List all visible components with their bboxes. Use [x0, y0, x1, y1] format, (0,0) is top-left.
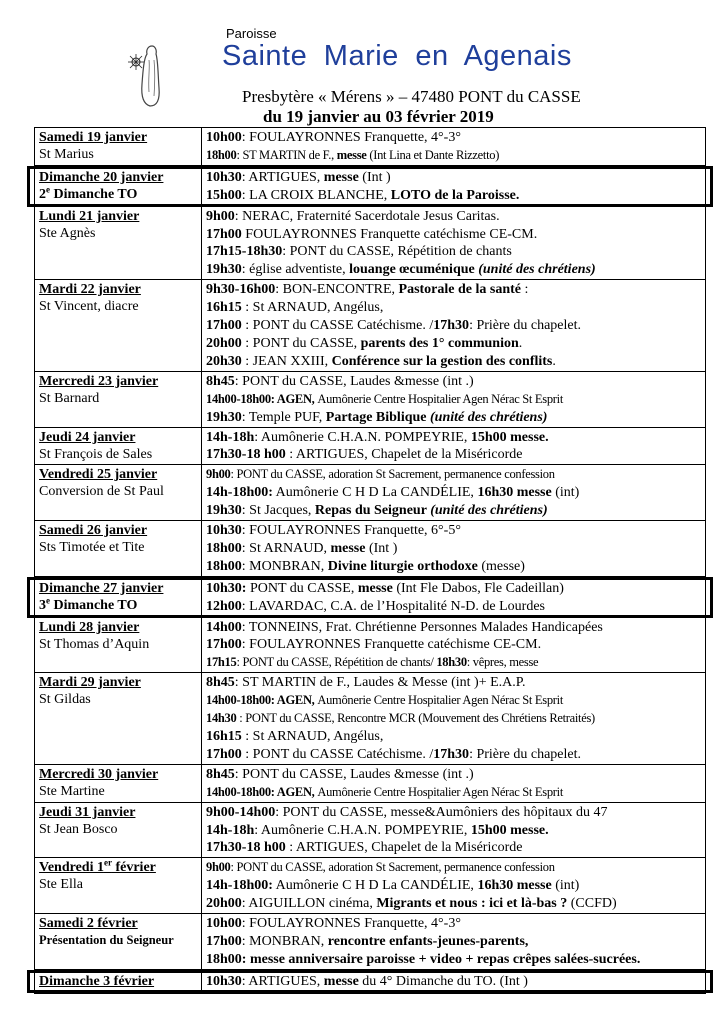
- saint-name: St Jean Bosco: [39, 821, 118, 837]
- saint-name: St Thomas d’Aquin: [39, 636, 150, 652]
- day-cell: [35, 858, 202, 913]
- day-name: Dimanche 20 janvier: [39, 169, 164, 185]
- event-line: 9h30-16h00: BON-ENCONTRE, Pastorale de la santé :: [206, 282, 529, 298]
- event-line: 17h15-18h30: PONT du CASSE, Répétition de chants: [206, 244, 512, 260]
- event-line: 10h30: PONT du CASSE, messe (Int Fle Dabos, Fle Cadeillan): [206, 580, 564, 596]
- event-line: 16h15 : St ARNAUD, Angélus,: [206, 729, 384, 744]
- event-line: 10h30: ARTIGUES, messe (Int ): [206, 169, 391, 185]
- day-cell: [35, 765, 202, 802]
- saint-name: St Vincent, diacre: [39, 299, 139, 315]
- event-line: 12h00: LAVARDAC, C.A. de l’Hospitalité N-D. de Lourdes: [206, 598, 545, 614]
- event-line: 19h30: St Jacques, Repas du Seigneur (unité des chrétiens): [206, 503, 548, 519]
- event-line: 14h30 : PONT du CASSE, Rencontre MCR (Mouvement des Chrétiens Retraités): [206, 711, 595, 726]
- day-cell: [35, 128, 202, 165]
- event-line: 14h-18h: Aumônerie C.H.A.N. POMPEYRIE, 15h00 messe.: [206, 822, 549, 838]
- event-line: 16h15 : St ARNAUD, Angélus,: [206, 300, 384, 316]
- parish-label: Paroisse: [226, 26, 277, 41]
- schedule-row: [35, 128, 705, 166]
- day-cell: [35, 914, 202, 969]
- day-cell: [35, 207, 202, 280]
- event-line: 18h00: St ARNAUD, messe (Int ): [206, 540, 398, 556]
- schedule-row: [35, 465, 705, 521]
- events-cell: [202, 465, 705, 520]
- address: Presbytère « Mérens » – 47480 PONT du CASSE: [242, 87, 581, 106]
- saint-name: Conversion de St Paul: [39, 484, 164, 500]
- virgin-mary-statue-icon: [128, 40, 170, 110]
- day-cell: [35, 618, 202, 673]
- day-name: Jeudi 31 janvier: [39, 804, 136, 820]
- event-line: 20h30 : JEAN XXIII, Conférence sur la gestion des conflits.: [206, 353, 556, 369]
- schedule-row: [29, 579, 711, 616]
- event-line: 8h45: PONT du CASSE, Laudes &messe (int .): [206, 766, 474, 782]
- events-cell: [202, 428, 705, 465]
- event-line: 20h00 : PONT du CASSE, parents des 1° communion.: [206, 335, 523, 351]
- day-name: Mercredi 23 janvier: [39, 373, 159, 389]
- day-cell: [35, 428, 202, 465]
- event-line: 10h00: FOULAYRONNES Franquette, 4°-3°: [206, 130, 461, 145]
- event-line: 14h00-18h00: AGEN, Aumônerie Centre Hospitalier Agen Nérac St Esprit: [206, 693, 563, 708]
- event-line: 10h30: FOULAYRONNES Franquette, 6°-5°: [206, 523, 461, 539]
- events-cell: [202, 673, 705, 764]
- events-cell: [202, 280, 705, 371]
- day-cell: [35, 579, 202, 616]
- event-line: 14h-18h00: Aumônerie C H D La CANDÉLIE, 16h30 messe (int): [206, 878, 580, 894]
- schedule-row: [35, 428, 705, 466]
- event-line: 18h00: MONBRAN, Divine liturgie orthodoxe (messe): [206, 558, 525, 574]
- event-line: 14h00-18h00: AGEN, Aumônerie Centre Hospitalier Agen Nérac St Esprit: [206, 784, 563, 799]
- saint-name: Présentation du Seigneur: [39, 933, 174, 948]
- events-cell: [202, 765, 705, 802]
- event-line: 9h00: PONT du CASSE, adoration St Sacrement, permanence confession: [206, 860, 555, 875]
- day-name: Samedi 26 janvier: [39, 523, 148, 539]
- date-range: du 19 janvier au 03 février 2019: [263, 107, 494, 126]
- day-cell: [35, 280, 202, 371]
- day-name: Samedi 19 janvier: [39, 130, 148, 145]
- saint-name: Ste Martine: [39, 783, 105, 799]
- event-line: 9h00-14h00: PONT du CASSE, messe&Aumôniers des hôpitaux du 47: [206, 804, 608, 820]
- day-name: Vendredi 1er février: [39, 857, 156, 876]
- schedule-row: [35, 765, 705, 803]
- event-line: 10h30: ARTIGUES, messe du 4° Dimanche du TO. (Int ): [206, 973, 528, 989]
- event-line: 18h00: messe anniversaire paroisse + video + repas crêpes salées-sucrées.: [206, 951, 641, 967]
- schedule-row: [29, 972, 711, 991]
- day-name: Mercredi 30 janvier: [39, 766, 159, 782]
- event-line: 14h00-18h00: AGEN, Aumônerie Centre Hospitalier Agen Nérac St Esprit: [206, 391, 563, 406]
- event-line: 17h00 : PONT du CASSE Catéchisme. /17h30: Prière du chapelet.: [206, 318, 582, 334]
- events-cell: [202, 521, 705, 576]
- saint-name: St François de Sales: [39, 446, 153, 462]
- schedule-table: [34, 127, 706, 994]
- events-cell: [202, 914, 705, 969]
- event-line: 17h15: PONT du CASSE, Répétition de chants/ 18h30: vêpres, messe: [206, 655, 539, 670]
- event-line: 20h00: AIGUILLON cinéma, Migrants et nous : ici et là-bas ? (CCFD): [206, 896, 617, 912]
- events-cell: [202, 803, 705, 858]
- events-cell: [202, 579, 705, 616]
- events-cell: [202, 168, 705, 205]
- events-cell: [202, 128, 705, 165]
- event-line: 8h45: ST MARTIN de F., Laudes & Messe (int )+ E.A.P.: [206, 675, 526, 691]
- day-name: Lundi 28 janvier: [39, 619, 140, 635]
- saint-name: St Barnard: [39, 390, 100, 406]
- event-line: 14h00: TONNEINS, Frat. Chrétienne Personnes Malades Handicapées: [206, 619, 603, 635]
- schedule-row: [35, 858, 705, 914]
- day-name: Dimanche 3 février: [39, 973, 155, 989]
- saint-name: St Marius: [39, 147, 94, 162]
- day-name: Dimanche 27 janvier: [39, 580, 164, 596]
- events-cell: [202, 858, 705, 913]
- day-name: Lundi 21 janvier: [39, 208, 140, 224]
- schedule-row: [35, 618, 705, 674]
- event-line: 14h-18h: Aumônerie C.H.A.N. POMPEYRIE, 15h00 messe.: [206, 429, 549, 445]
- parish-title: Sainte Marie en Agenais: [222, 40, 572, 72]
- schedule-row: [35, 521, 705, 577]
- events-cell: [202, 372, 705, 427]
- event-line: 8h45: PONT du CASSE, Laudes &messe (int .): [206, 373, 474, 389]
- saint-name: St Gildas: [39, 692, 91, 708]
- day-cell: [35, 803, 202, 858]
- schedule-row: [35, 803, 705, 859]
- day-cell: [35, 168, 202, 205]
- saint-name: Ste Agnès: [39, 225, 96, 241]
- event-line: 9h00: PONT du CASSE, adoration St Sacrement, permanence confession: [206, 467, 555, 482]
- day-cell: [35, 972, 202, 991]
- day-cell: [35, 372, 202, 427]
- event-line: 18h00: ST MARTIN de F., messe (Int Lina et Dante Rizzetto): [206, 147, 500, 162]
- day-cell: [35, 673, 202, 764]
- event-line: 19h30: Temple PUF, Partage Biblique (unité des chrétiens): [206, 409, 548, 425]
- event-line: 17h30-18 h00 : ARTIGUES, Chapelet de la Miséricorde: [206, 840, 523, 856]
- schedule-row: [35, 673, 705, 765]
- day-cell: [35, 521, 202, 576]
- event-line: 17h00 FOULAYRONNES Franquette catéchisme CE-CM.: [206, 226, 538, 242]
- event-line: 15h00: LA CROIX BLANCHE, LOTO de la Paroisse.: [206, 187, 520, 203]
- saint-name: 2e Dimanche TO: [39, 184, 138, 202]
- event-line: 19h30: église adventiste, louange œcuménique (unité des chrétiens): [206, 262, 596, 278]
- event-line: 9h00: NERAC, Fraternité Sacerdotale Jesus Caritas.: [206, 208, 500, 224]
- schedule-row: [35, 372, 705, 428]
- schedule-row: [35, 207, 705, 281]
- header: [0, 0, 727, 127]
- event-line: 17h30-18 h00 : ARTIGUES, Chapelet de la Miséricorde: [206, 447, 523, 463]
- event-line: 17h00: MONBRAN, rencontre enfants-jeunes-parents,: [206, 933, 529, 949]
- schedule-row: [29, 168, 711, 205]
- schedule-row: [35, 280, 705, 372]
- event-line: 14h-18h00: Aumônerie C H D La CANDÉLIE, 16h30 messe (int): [206, 485, 580, 501]
- saint-name: 3e Dimanche TO: [39, 595, 138, 613]
- schedule-row: [35, 914, 705, 970]
- event-line: 17h00 : PONT du CASSE Catéchisme. /17h30: Prière du chapelet.: [206, 746, 582, 762]
- event-line: 10h00: FOULAYRONNES Franquette, 4°-3°: [206, 916, 461, 932]
- events-cell: [202, 972, 705, 991]
- day-name: Samedi 2 février: [39, 916, 138, 932]
- events-cell: [202, 207, 705, 280]
- day-name: Jeudi 24 janvier: [39, 429, 136, 445]
- event-line: 17h00: FOULAYRONNES Franquette catéchisme CE-CM.: [206, 637, 542, 653]
- day-name: Mardi 29 janvier: [39, 675, 141, 691]
- saint-name: Sts Timotée et Tite: [39, 540, 145, 556]
- events-cell: [202, 618, 705, 673]
- day-name: Mardi 22 janvier: [39, 282, 141, 298]
- day-name: Vendredi 25 janvier: [39, 467, 158, 483]
- saint-name: Ste Ella: [39, 877, 83, 893]
- day-cell: [35, 465, 202, 520]
